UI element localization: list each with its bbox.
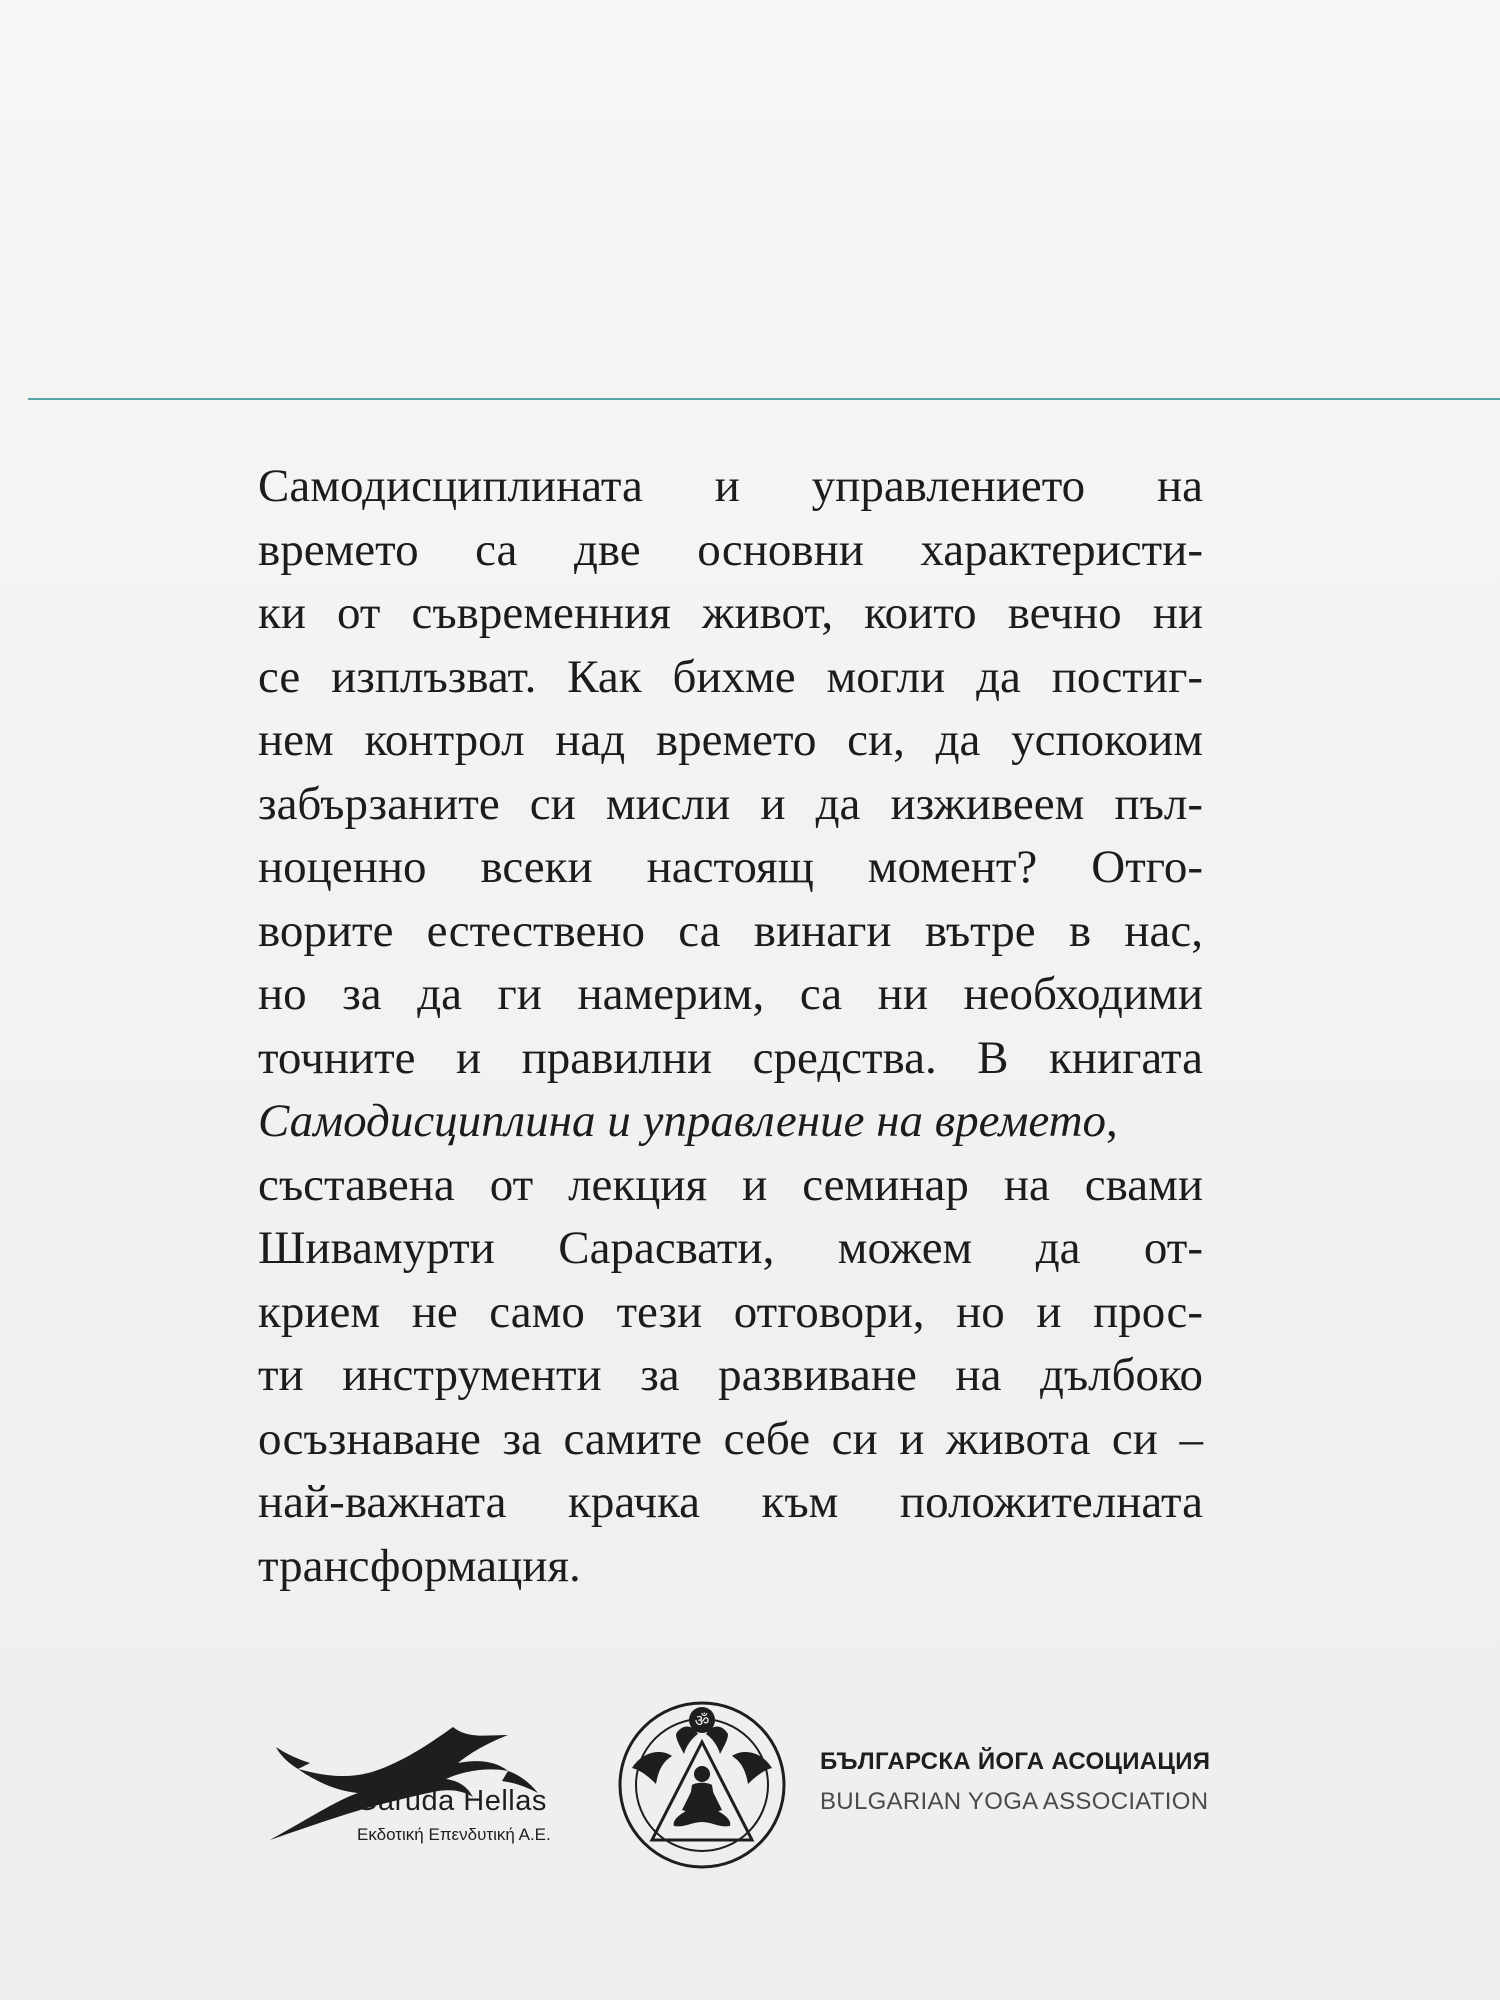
blurb-line: крием не само тези отговори, но и прос- (258, 1285, 1203, 1338)
blurb-line: но за да ги намерим, са ни необходими (258, 968, 1203, 1020)
blurb-line: времето са две основни характеристи- (258, 523, 1203, 576)
teal-divider-line (28, 398, 1500, 400)
blurb-text (258, 455, 1203, 1598)
blurb-line: точните и правилни средства. В книгата (258, 1031, 1203, 1084)
blurb-line: най-важната крачка към положителната (258, 1476, 1203, 1528)
blurb-line: Шивамурти Сарасвати, можем да от- (258, 1222, 1203, 1274)
blurb-title-line (258, 1090, 1203, 1154)
title-comma: , (1106, 1095, 1118, 1147)
blurb-line: ворите естествено са винаги вътре в нас, (258, 904, 1203, 957)
publisher-name: Garuda Hellas (355, 1785, 547, 1817)
blurb-line-last: трансформация. (258, 1539, 581, 1592)
blurb-line: Самодисциплината и управлението на (258, 460, 1203, 512)
blurb-line: ки от съвременния живот, които вечно ни (258, 587, 1203, 639)
blurb-line: ноценно всеки настоящ момент? Отго- (258, 841, 1203, 893)
association-name-en: BULGARIAN YOGA ASSOCIATION (820, 1788, 1209, 1815)
blurb-line: се изплъзват. Как бихме могли да постиг- (258, 650, 1203, 703)
yoga-association-emblem (612, 1690, 792, 1875)
blurb-line: съставена от лекция и семинар на свами (258, 1158, 1203, 1211)
book-title-italic: Самодисциплина и управление на времето (258, 1095, 1107, 1147)
blurb-line: ти инструменти за развиване на дълбоко (258, 1349, 1203, 1401)
association-name-bg: БЪЛГАРСКА ЙОГА АСОЦИАЦИЯ (820, 1748, 1211, 1775)
blurb-line: осъзнаване за самите себе си и живота си – (258, 1412, 1203, 1465)
blurb-line: забързаните си мисли и да изживеем пъл- (258, 777, 1203, 830)
blurb-line: нем контрол над времето си, да успокоим (258, 714, 1203, 766)
garuda-bird-logo (258, 1705, 588, 1845)
svg-text:ॐ: ॐ (694, 1711, 710, 1730)
publisher-subtitle: Εκδοτική Επενδυτική Α.Ε. (357, 1825, 551, 1844)
